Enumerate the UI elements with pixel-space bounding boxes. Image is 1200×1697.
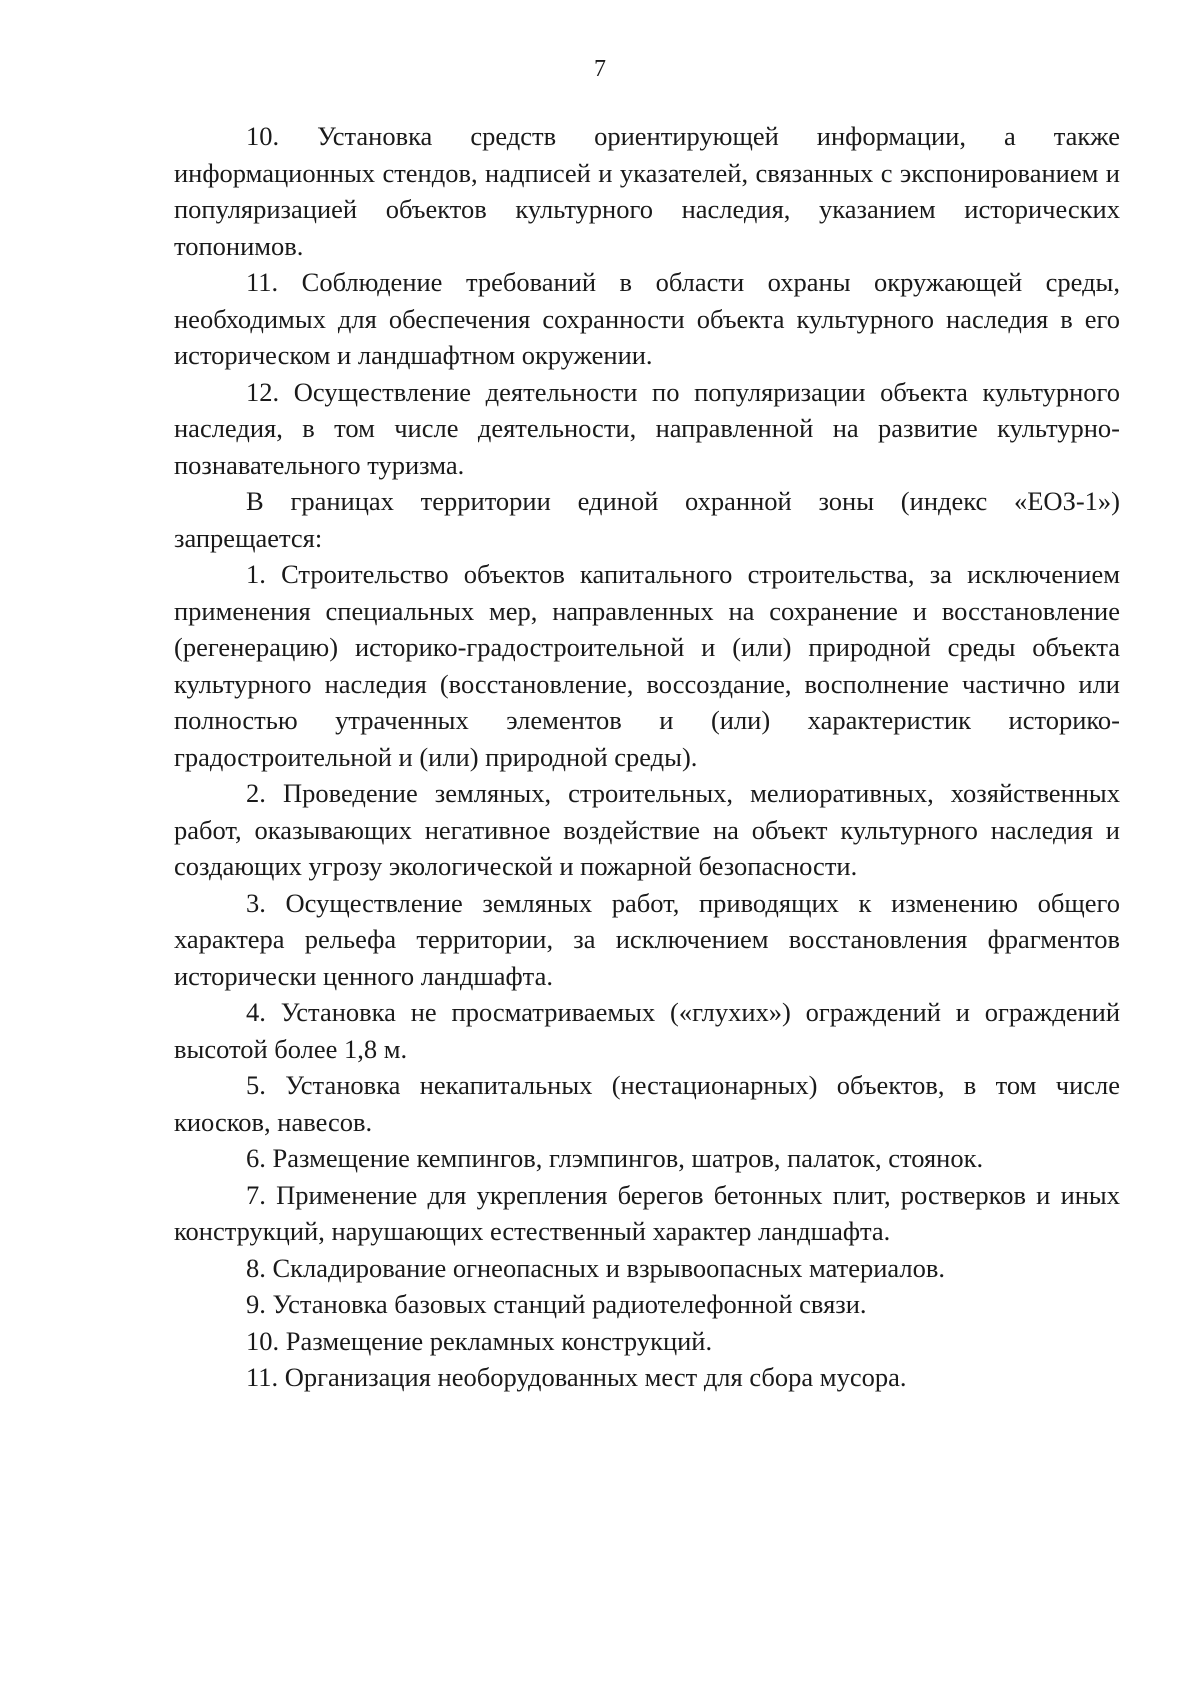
prohibition-intro: В границах территории единой охранной зоны (индекс «ЕОЗ-1») запрещается: — [174, 486, 1120, 553]
prohibition-item-7: 7. Применение для укрепления берегов бетонных плит, ростверков и иных конструкций, нарушающих естественный характер ландшафта. — [174, 1179, 1120, 1246]
prohibition-item-4: 4. Установка не просматриваемых («глухих») ограждений и ограждений высотой более 1,8 м. — [174, 997, 1120, 1064]
paragraph-item-12: 12. Осуществление деятельности по популяризации объекта культурного наследия, в том числе деятельности, направленной на развитие культурно-познавательного туризма. — [174, 376, 1120, 480]
prohibition-item-6: 6. Размещение кемпингов, глэмпингов, шатров, палаток, стоянок. — [246, 1143, 984, 1173]
prohibition-item-8: 8. Складирование огнеопасных и взрывоопасных материалов. — [246, 1252, 946, 1283]
prohibition-item-3: 3. Осуществление земляных работ, приводящих к изменению общего характера рельефа территории, за исключением восстановления фрагментов исторически ценного ландшафта. — [174, 887, 1120, 991]
prohibition-item-10: 10. Размещение рекламных конструкций. — [246, 1325, 713, 1356]
prohibition-item-9: 9. Установка базовых станций радиотелефонной связи. — [246, 1289, 867, 1319]
prohibition-item-1: 1. Строительство объектов капитального строительства, за исключением применения специальных мер, направленных на сохранение и восстановление (регенерацию) историко-градостроительной и (или) природной среды объекта культурного наследия (восстановление, воссоздание, восполнение частично или полностью утраченных элементов и (или) характеристик историко-градостроительной и (или) природной среды). — [174, 559, 1120, 772]
prohibition-item-2: 2. Проведение земляных, строительных, мелиоративных, хозяйственных работ, оказывающих негативное воздействие на объект культурного наследия и создающих угрозу экологической и пожарной безопасности. — [174, 778, 1120, 881]
paragraph-item-11: 11. Соблюдение требований в области охраны окружающей среды, необходимых для обеспечения сохранности объекта культурного наследия в его историческом и ландшафтном окружении. — [174, 267, 1120, 370]
document-body — [174, 118, 1120, 1396]
prohibition-item-11: 11. Организация необорудованных мест для сбора мусора. — [246, 1362, 907, 1392]
paragraph-item-10: 10. Установка средств ориентирующей информации, а также информационных стендов, надписей и указателей, связанных с экспонированием и популяризацией объектов культурного наследия, указанием исторических топонимов. — [174, 121, 1120, 261]
page-number: 7 — [594, 56, 606, 82]
prohibition-item-5: 5. Установка некапитальных (нестационарных) объектов, в том числе киосков, навесов. — [174, 1070, 1120, 1137]
